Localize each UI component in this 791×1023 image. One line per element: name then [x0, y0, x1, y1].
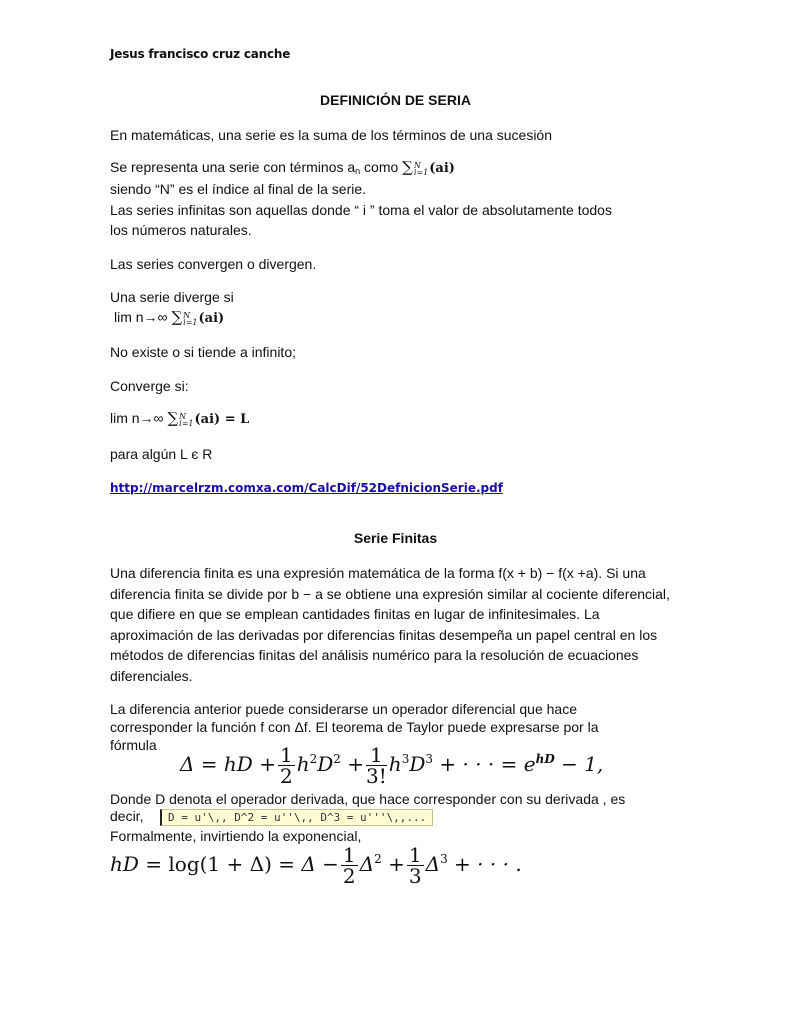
representation-mid: como [360, 159, 403, 175]
sum-term: (ai) [198, 311, 225, 326]
finite-difference-paragraph: Una diferencia finita es una expresión matemática de la forma f(x + b) − f(x +a). Si una diferencia finita se divide por b − a se obtiene una expresión similar al cociente diferencial, que difiere en que se emplean cantidades finitas en lugar de infinitesimales. La aproximación de las derivadas por diferencias finitas desempeña un papel central en los métodos de diferencias finitas del análisis numérico para la resolución de ecuaciones diferenciales. [110, 565, 670, 684]
infinite-line-a: Las series infinitas son aquellas donde “ i ” toma el valor de absolutamente todos [110, 202, 612, 218]
limit-prefix: lim n→∞ [110, 410, 168, 426]
diverge-limit-formula: lim n→∞ ∑N i=1(ai) [114, 308, 225, 327]
exponential-line: Formalmente, invirtiendo la exponencial, [110, 828, 362, 844]
representation-line [110, 159, 455, 180]
sum-term: (ai) [194, 412, 221, 427]
not-exists-line: No existe o si tiende a infinito; [110, 344, 296, 360]
operator-line-a: La diferencia anterior puede considerarse un operador diferencial que hace [110, 701, 577, 717]
sum-lower-limit: i=1 [183, 317, 198, 327]
operator-line-b: corresponder la función f con Δf. El teorema de Taylor puede expresarse por la [110, 719, 599, 735]
diverge-line: Una serie diverge si [110, 289, 234, 305]
converge-diverge-line: Las series convergen o divergen. [110, 256, 317, 272]
taylor-formula: Δ = hD + $\frac{1}{2}$ $h^2D^2$ + $\frac{1}{3!}$ $h^3D^3$ + · · · = $e^{hD} - 1$, [180, 743, 604, 788]
sum-term: (ai) [429, 161, 455, 176]
subscript-n: n [355, 166, 361, 176]
sum-lower-limit: i=1 [413, 167, 429, 177]
limit-value: = L [220, 412, 250, 427]
representation-prefix: Se representa una serie con términos a [110, 159, 356, 175]
sum-lower-limit: i=1 [179, 418, 194, 428]
real-number-line: para algún L є R [110, 446, 213, 462]
sum-formula: ∑N i=1(ai) [402, 158, 455, 177]
definition-line: En matemáticas, una serie es la suma de los términos de una sucesión [110, 127, 553, 143]
section-title: Serie Finitas [353, 530, 438, 546]
sum-upper-limit: N [413, 160, 421, 170]
converge-line: Converge si: [110, 378, 189, 394]
converge-limit-formula: lim n→∞ ∑N i=1(ai) = L [110, 409, 250, 428]
derivative-line-b: decir, [110, 808, 144, 824]
sum-upper-limit: N [179, 411, 187, 421]
formula-alt-text-tooltip: D = u'\,, D^2 = u''\,, D^3 = u'''\,,... [160, 809, 433, 826]
page-title: DEFINICIÓN DE SERIA [320, 92, 471, 108]
reference-link[interactable]: http://marcelrzm.comxa.com/CalcDif/52DefnicionSerie.pdf [110, 481, 503, 495]
log-formula: hD = log(1 + Δ) = Δ − $\frac{1}{2}$ $\Delta^2$ + $\frac{1}{3}$ $\Delta^3$ + · · · . [110, 843, 522, 888]
sum-upper-limit: N [183, 310, 191, 320]
limit-prefix: lim n→∞ [114, 309, 172, 325]
author-name: Jesus francisco cruz canche [110, 47, 291, 61]
operator-line-c: fórmula [110, 737, 157, 753]
infinite-line-b: los números naturales. [110, 222, 252, 238]
derivative-line-a: Donde D denota el operador derivada, que hace corresponder con su derivada , es [110, 791, 626, 807]
index-line: siendo “N” es el índice al final de la serie. [110, 181, 367, 197]
